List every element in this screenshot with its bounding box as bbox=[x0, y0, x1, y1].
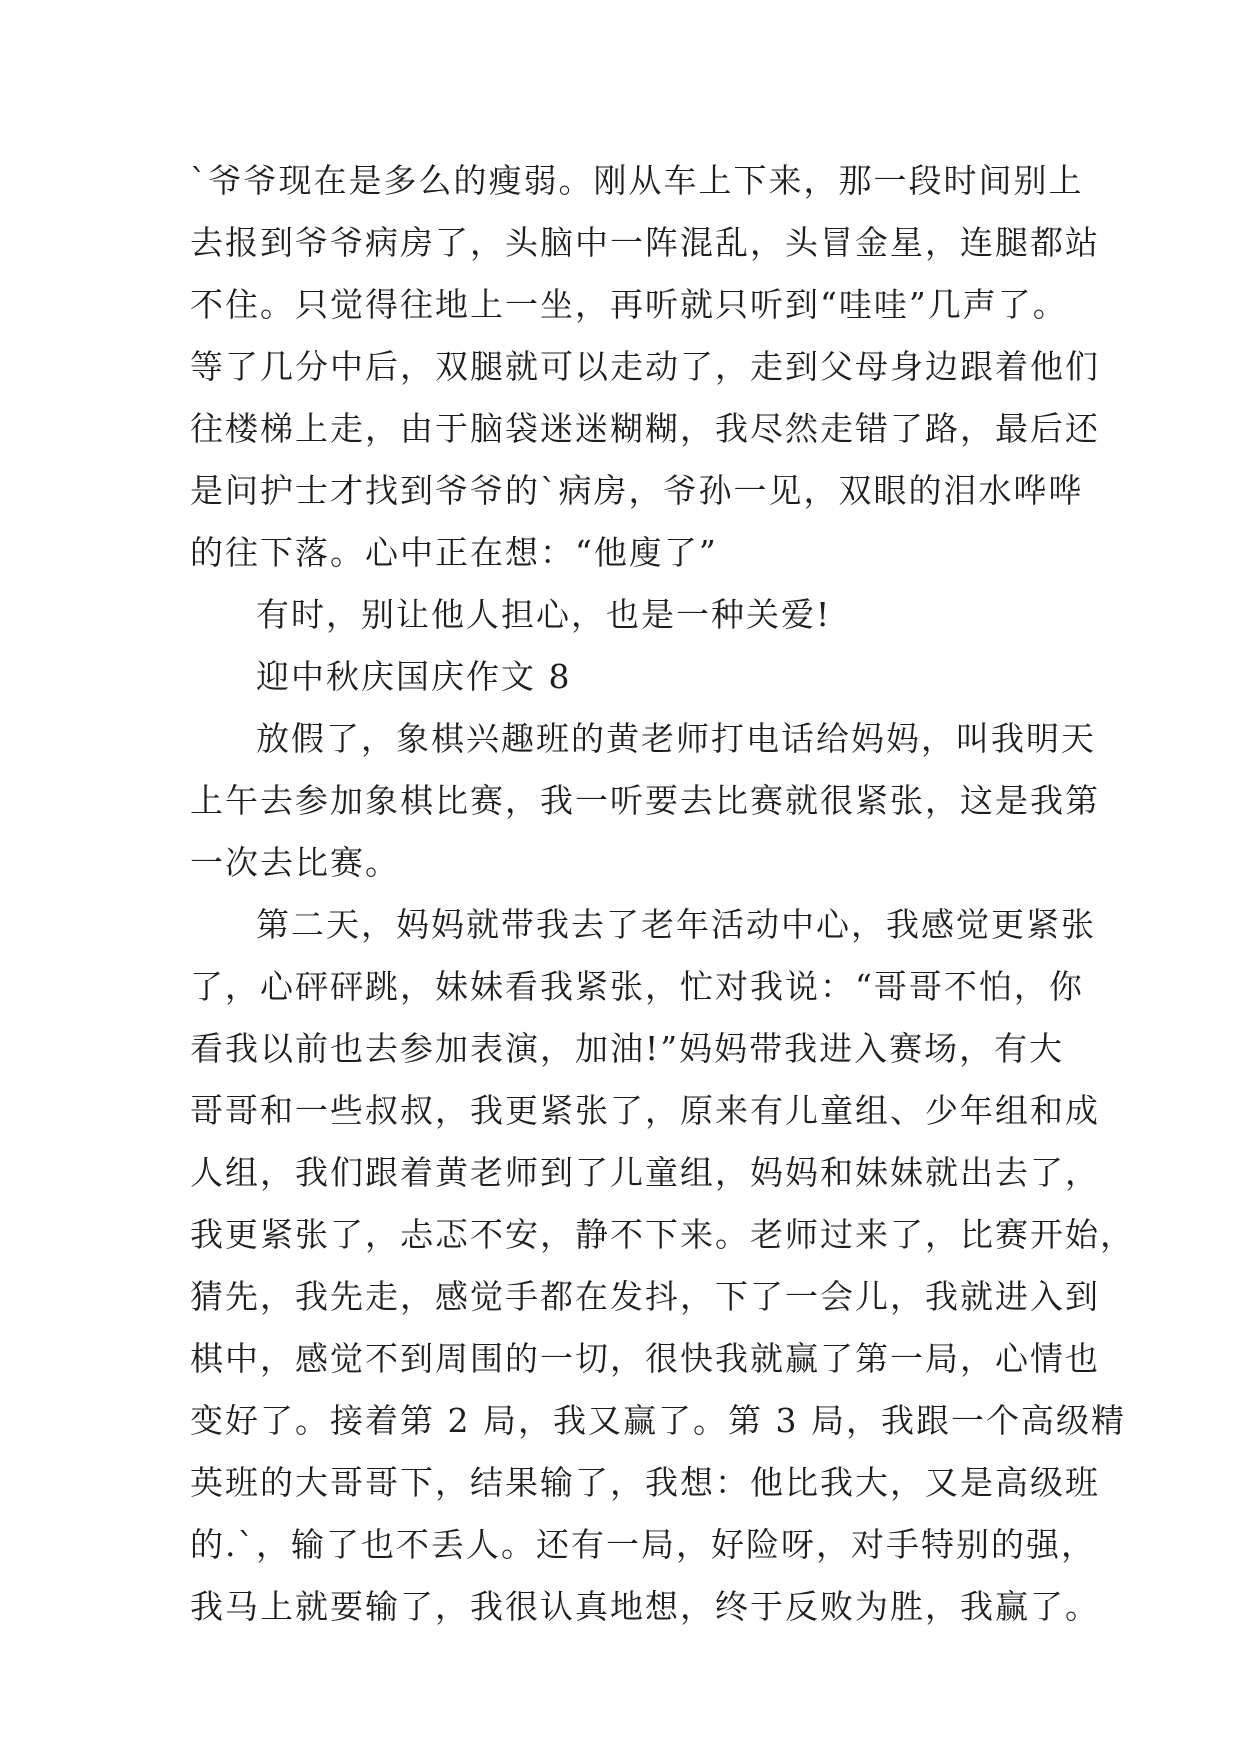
text-line: 的.`，输了也不丢人。还有一局，好险呀，对手特别的强， bbox=[190, 1525, 1096, 1564]
text-line: 我马上就要输了，我很认真地想，终于反败为胜，我赢了。 bbox=[190, 1587, 1100, 1626]
text-line: 上午去参加象棋比赛，我一听要去比赛就很紧张，这是我第 bbox=[190, 781, 1100, 820]
text-line: 有时，别让他人担心，也是一种关爱! bbox=[256, 595, 832, 634]
text-line: 第二天，妈妈就带我去了老年活动中心，我感觉更紧张 bbox=[256, 905, 1096, 944]
text-line: 往楼梯上走，由于脑袋迷迷糊糊，我尽然走错了路，最后还 bbox=[190, 409, 1100, 448]
text-line: 哥哥和一些叔叔，我更紧张了，原来有儿童组、少年组和成 bbox=[190, 1091, 1100, 1130]
document-body bbox=[190, 150, 1135, 1638]
text-line: 是问护士才找到爷爷的`病房，爷孙一见，双眼的泪水哗哗 bbox=[190, 471, 1084, 510]
text-line: 等了几分中后，双腿就可以走动了，走到父母身边跟着他们 bbox=[190, 347, 1100, 386]
text-line: 棋中，感觉不到周围的一切，很快我就赢了第一局，心情也 bbox=[190, 1339, 1100, 1378]
text-line: `爷爷现在是多么的瘦弱。刚从车上下来，那一段时间别上 bbox=[190, 161, 1084, 200]
text-line: 不住。只觉得往地上一坐，再听就只听到“哇哇”几声了。 bbox=[190, 285, 1068, 324]
text-line: 放假了，象棋兴趣班的黄老师打电话给妈妈，叫我明天 bbox=[256, 719, 1096, 758]
text-line: 的往下落。心中正在想：“他廋了” bbox=[190, 533, 718, 572]
text-line: 我更紧张了，忐忑不安，静不下来。老师过来了，比赛开始， bbox=[190, 1215, 1135, 1254]
text-line: 了，心砰砰跳，妹妹看我紧张，忙对我说：“哥哥不怕，你 bbox=[190, 967, 1084, 1006]
text-line: 变好了。接着第 2 局，我又赢了。第 3 局，我跟一个高级精 bbox=[190, 1401, 1126, 1440]
text-line: 一次去比赛。 bbox=[190, 843, 400, 882]
section-heading: 迎中秋庆国庆作文 8 bbox=[256, 657, 572, 696]
text-line: 猜先，我先走，感觉手都在发抖，下了一会儿，我就进入到 bbox=[190, 1277, 1100, 1316]
text-line: 人组，我们跟着黄老师到了儿童组，妈妈和妹妹就出去了， bbox=[190, 1153, 1100, 1192]
text-line: 英班的大哥哥下，结果输了，我想：他比我大，又是高级班 bbox=[190, 1463, 1100, 1502]
text-line: 看我以前也去参加表演，加油!”妈妈带我进入赛场，有大 bbox=[190, 1029, 1065, 1068]
text-line: 去报到爷爷病房了，头脑中一阵混乱，头冒金星，连腿都站 bbox=[190, 223, 1100, 262]
